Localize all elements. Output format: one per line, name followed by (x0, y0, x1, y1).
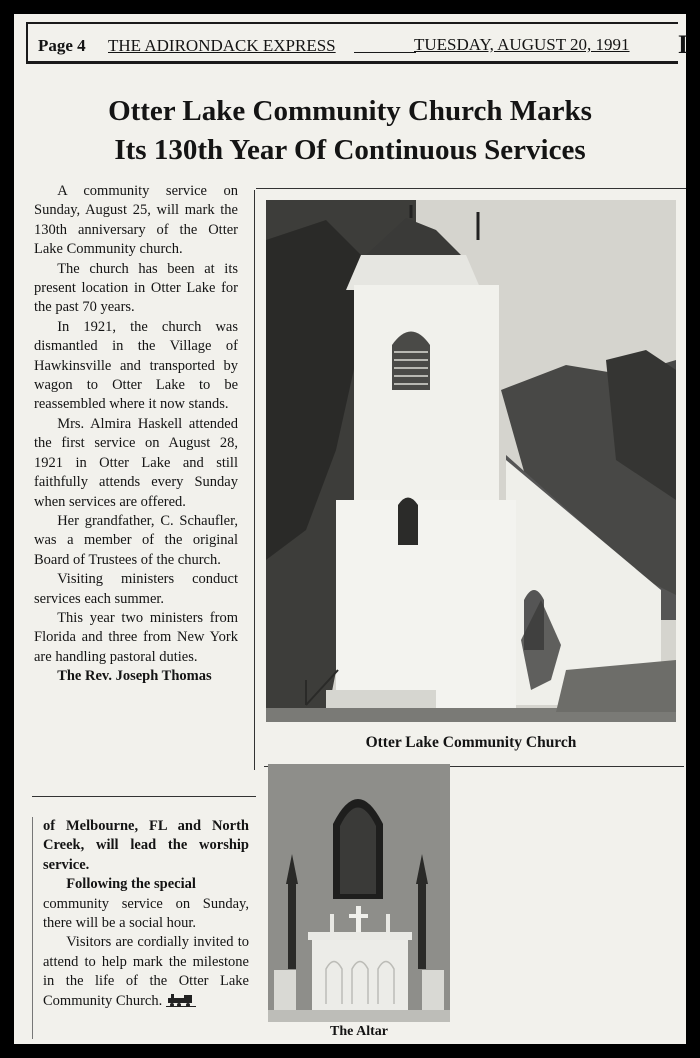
issue-date: TUESDAY, AUGUST 20, 1991 (414, 35, 630, 54)
header-corner-letter: I (677, 30, 688, 59)
column-divider (254, 190, 255, 770)
article-paragraph: of Melbourne, FL and North Creek, will lead the worship service. (43, 818, 249, 873)
article-body (34, 182, 238, 687)
church-photo (266, 200, 676, 722)
photo-top-rule (256, 188, 686, 189)
header-rule (354, 52, 416, 53)
page-number: Page 4 (38, 36, 86, 55)
altar-photo-caption: The Altar (330, 1024, 388, 1039)
headline-line-1: Otter Lake Community Church Marks (108, 95, 592, 127)
column-rule (32, 796, 256, 797)
newspaper-name: THE ADIRONDACK EXPRESS (108, 36, 336, 55)
article-paragraph: Visiting ministers conduct services each summer. (34, 571, 238, 607)
article-paragraph: Mrs. Almira Haskell attended the first service on August 28, 1921 in Otter Lake and still faithfully attends every Sunday when services are offered. (34, 415, 238, 510)
train-icon (166, 993, 196, 1007)
article-paragraph: The church has been at its present location in Otter Lake for the past 70 years. (34, 260, 238, 316)
altar-photo (268, 764, 450, 1022)
newspaper-page (14, 14, 686, 1044)
page-header (26, 22, 688, 64)
article-headline (14, 92, 686, 170)
church-photo-caption: Otter Lake Community Church (365, 734, 577, 751)
article-paragraph (33, 933, 249, 1011)
article-paragraph: A community service on Sunday, August 25, will mark the 130th anniversary of the Otter Lake Community church. (34, 183, 238, 258)
article-paragraph: Her grandfather, C. Schaufler, was a member of the original Board of Trustees of the church. (34, 512, 238, 568)
article-paragraph: The Rev. Joseph Thomas (57, 668, 212, 685)
article-continuation (32, 817, 249, 1039)
article-paragraph: In 1921, the church was dismantled in the Village of Hawkinsville and transported by wagon to Otter Lake to be reassembled where it now stands. (34, 318, 238, 413)
article-paragraph: Following the special (66, 876, 196, 893)
article-paragraph: community service on Sunday, there will be a social hour. (43, 895, 249, 932)
headline-line-2: Its 130th Year Of Continuous Services (114, 134, 586, 166)
article-paragraph: This year two ministers from Florida and three from New York are handling pastoral duties. (34, 609, 238, 665)
closing-paragraph-text: Visitors are cordially invited to attend to help mark the milestone in the life of the Otter Lake Community Church. (43, 934, 249, 1009)
